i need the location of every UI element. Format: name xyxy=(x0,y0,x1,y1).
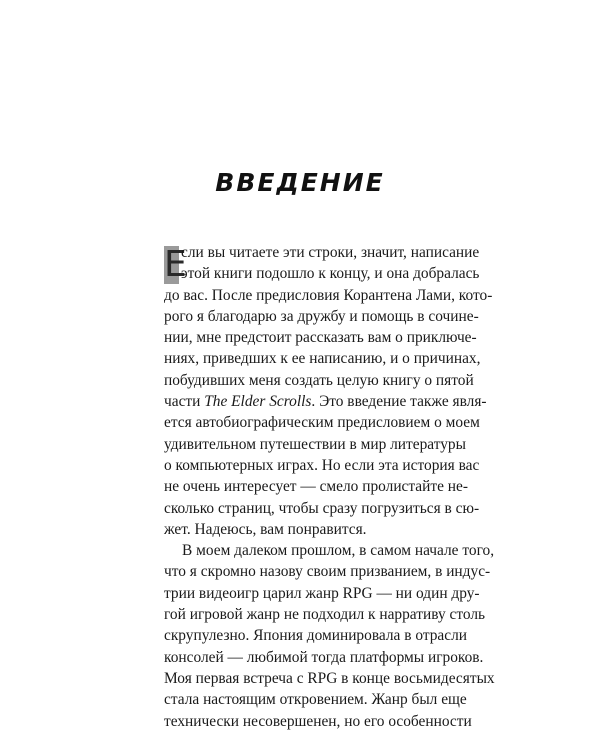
text-line: ниях, приведших к ее написанию, и о причинах, xyxy=(164,350,481,368)
text-line: трии видеоигр царил жанр RPG — ни один дру- xyxy=(164,584,480,602)
text-line: Моя первая встреча с RPG в конце восьмидесятых xyxy=(164,669,495,687)
text-line: стала настоящим откровением. Жанр был еще xyxy=(164,691,467,709)
text-line: В моем далеком прошлом, в самом начале того, xyxy=(182,542,495,560)
text-line: сли вы читаете эти строки, значит, написание xyxy=(181,244,480,261)
text-line: скрупулезно. Япония доминировала в отрасли xyxy=(164,627,468,645)
text-line: консолей — любимой тогда платформы игроков. xyxy=(164,648,484,666)
text-fragment: . Это введение также явля- xyxy=(311,393,487,411)
text-line: о компьютерных играх. Но если эта история вас xyxy=(164,456,480,474)
body-text xyxy=(164,242,495,732)
text-line xyxy=(164,391,487,412)
text-line: ется автобиографическим предисловием о моем xyxy=(164,414,480,432)
text-fragment: части xyxy=(164,393,205,411)
text-line: сколько страниц, чтобы сразу погрузиться в сю- xyxy=(164,499,480,517)
book-title-italic: The Elder Scrolls xyxy=(204,393,312,411)
drop-cap: Е xyxy=(164,244,187,285)
text-line: нии, мне предстоит рассказать вам о приключе- xyxy=(164,329,477,347)
text-line: до вас. После предисловия Корантена Лами, кото- xyxy=(164,286,493,304)
text-line: этой книги подошло к концу, и она добралась xyxy=(181,265,480,283)
text-line: что я скромно назову своим призванием, в индус- xyxy=(164,563,491,581)
text-line: жет. Надеюсь, вам понравится. xyxy=(164,520,367,538)
text-line: побудивших меня создать целую книгу о пятой xyxy=(164,371,474,389)
chapter-title: ВВЕДЕНИЕ xyxy=(215,168,385,197)
text-line: рого я благодарю за дружбу и помощь в сочине- xyxy=(164,307,479,325)
text-line: удивительном путешествии в мир литературы xyxy=(164,435,466,453)
text-line: не очень интересует — смело пролистайте не- xyxy=(164,478,468,496)
text-line: технически несовершенен, но его особенности xyxy=(164,712,472,730)
text-line: гой игровой жанр не подходил к нарративу столь xyxy=(164,606,486,624)
